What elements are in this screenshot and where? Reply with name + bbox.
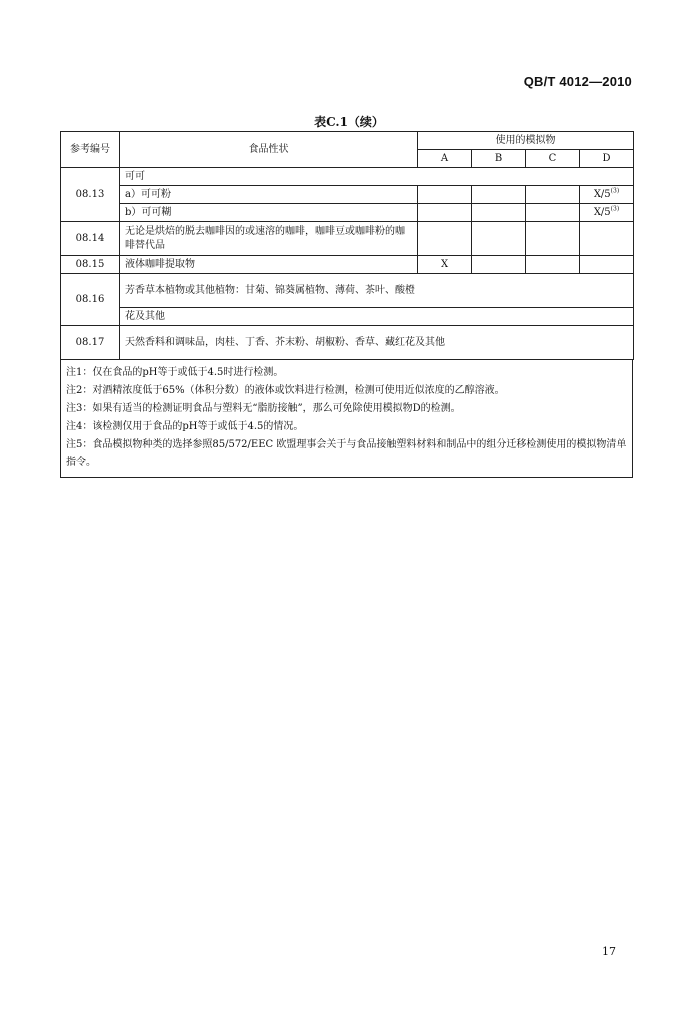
- cell-b: [472, 204, 526, 222]
- header-food-type: 食品性状: [120, 132, 418, 168]
- cell-d: [580, 204, 634, 222]
- row-desc: 可可: [120, 168, 634, 186]
- row-desc: 无论是烘焙的脱去咖啡因的或速溶的咖啡，咖啡豆或咖啡粉的咖啡替代品: [120, 222, 418, 256]
- row-code: 08.13: [61, 168, 120, 222]
- table-row: [61, 222, 634, 256]
- table-notes: [60, 360, 633, 478]
- table-row: [61, 308, 634, 326]
- row-desc: a）可可粉: [120, 186, 418, 204]
- header-ref-no: 参考编号: [61, 132, 120, 168]
- cell-a: [418, 204, 472, 222]
- cell-d: [580, 256, 634, 274]
- cell-c: [526, 222, 580, 256]
- cell-d-footnote: (3): [610, 205, 620, 213]
- row-code: 08.14: [61, 222, 120, 256]
- cell-d: [580, 186, 634, 204]
- cell-c: [526, 204, 580, 222]
- standard-code: QB/T 4012—2010: [523, 74, 632, 89]
- table-row: [61, 326, 634, 360]
- header-col-b: B: [472, 150, 526, 168]
- note-item: 注1：仅在食品的pH等于或低于4.5时进行检测。: [66, 367, 284, 378]
- table-row: [61, 274, 634, 308]
- row-desc: 天然香料和调味品，肉桂、丁香、芥末粉、胡椒粉、香草、藏红花及其他: [120, 326, 634, 360]
- cell-c: [526, 186, 580, 204]
- cell-b: [472, 222, 526, 256]
- page-number: 17: [602, 945, 616, 958]
- cell-d-value: X/5: [593, 206, 611, 218]
- table-title: 表C.1（续）: [314, 115, 384, 129]
- cell-b: [472, 256, 526, 274]
- cell-a: [418, 222, 472, 256]
- row-code: 08.15: [61, 256, 120, 274]
- header-simulants: 使用的模拟物: [418, 132, 634, 150]
- cell-a: [418, 186, 472, 204]
- header-col-a: A: [418, 150, 472, 168]
- note-item: 注3：如果有适当的检测证明食品与塑料无“脂肪接触”，那么可免除使用模拟物D的检测。: [66, 403, 461, 414]
- cell-d: [580, 222, 634, 256]
- row-code: 08.17: [61, 326, 120, 360]
- note-item: 注4：该检测仅用于食品的pH等于或低于4.5的情况。: [66, 421, 304, 432]
- cell-d-footnote: (3): [610, 187, 620, 195]
- table-row: [61, 204, 634, 222]
- cell-a: X: [418, 256, 472, 274]
- cell-d-value: X/5: [593, 188, 611, 200]
- table-row: [61, 168, 634, 186]
- row-code: 08.16: [61, 274, 120, 326]
- simulant-table: [60, 131, 633, 478]
- note-item: 注2：对酒精浓度低于65%（体积分数）的液体或饮料进行检测，检测可使用近似浓度的乙醇溶液。: [66, 385, 505, 396]
- row-desc: 芳香草本植物或其他植物：甘菊、锦葵属植物、薄荷、茶叶、酸橙: [120, 274, 634, 308]
- header-col-d: D: [580, 150, 634, 168]
- header-col-c: C: [526, 150, 580, 168]
- cell-b: [472, 186, 526, 204]
- row-desc: 花及其他: [120, 308, 634, 326]
- cell-c: [526, 256, 580, 274]
- note-item: 注5：食品模拟物种类的选择参照85/572/EEC 欧盟理事会关于与食品接触塑料材料和制品中的组分迁移检测使用的模拟物清单指令。: [66, 439, 627, 468]
- row-desc: b）可可糊: [120, 204, 418, 222]
- table-row: [61, 186, 634, 204]
- table-row: [61, 256, 634, 274]
- row-desc: 液体咖啡提取物: [120, 256, 418, 274]
